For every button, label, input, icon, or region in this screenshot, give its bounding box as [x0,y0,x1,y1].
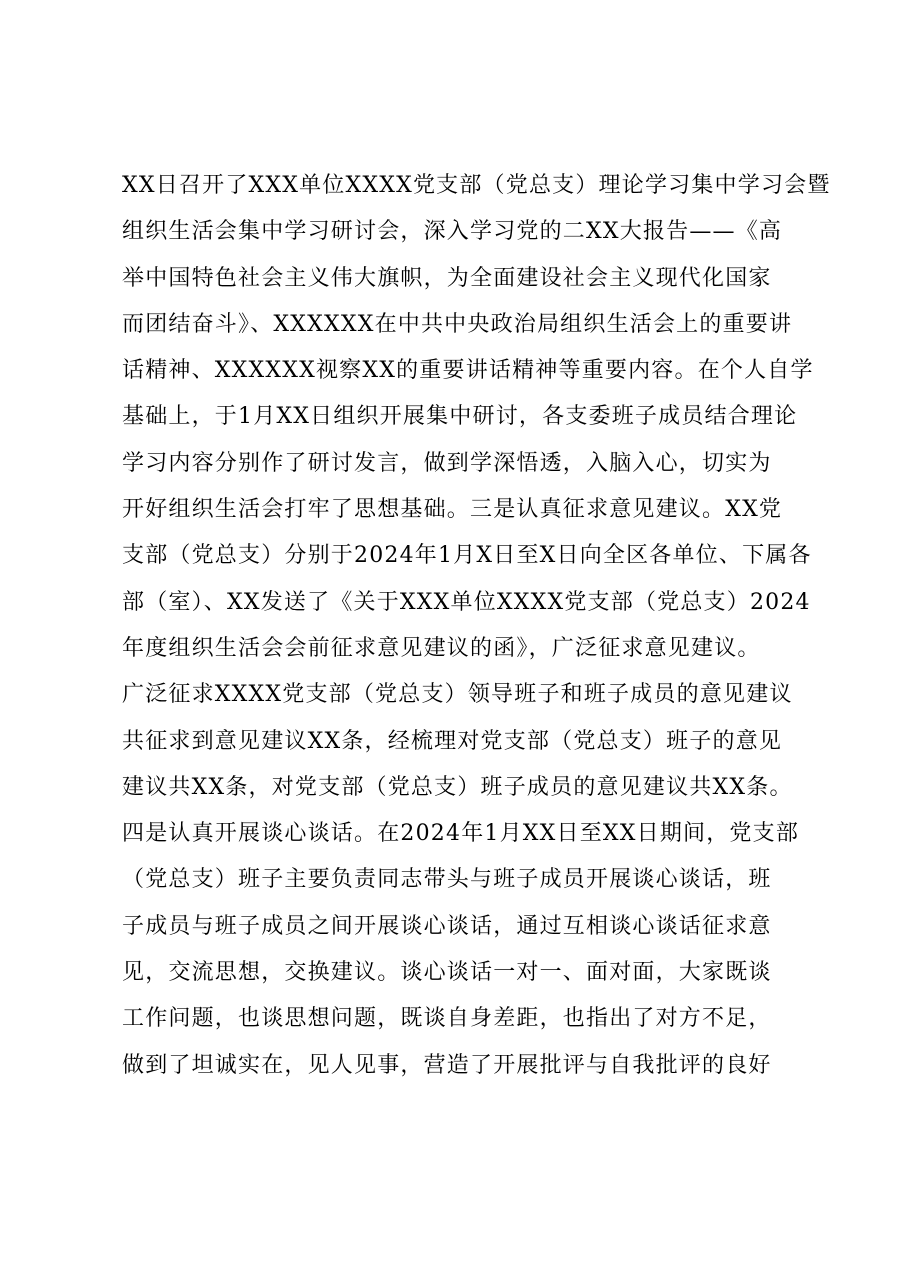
text-line-16: （党总支）班子主要负责同志带头与班子成员开展谈心谈话，班 [122,867,772,893]
text-line-8: 开好组织生活会打牢了思想基础。三是认真征求意见建议。XX党 [122,497,783,523]
text-line-17: 子成员与班子成员之间开展谈心谈话，通过互相谈心谈话征求意 [122,913,772,939]
text-line-6: 基础上，于1月XX日组织开展集中研讨，各支委班子成员结合理论 [122,404,798,430]
text-line-2: 组织生活会集中学习研讨会，深入学习党的二XX大报告——《高 [122,219,783,245]
text-line-19: 工作问题，也谈思想问题，既谈自身差距，也指出了对方不足， [122,1006,772,1032]
text-line-1: XX日召开了XXX单位XXXX党支部（党总支）理论学习集中学习会暨 [122,173,831,198]
text-line-13: 共征求到意见建议XX条，经梳理对党支部（党总支）班子的意见 [122,728,783,754]
text-line-20: 做到了坦诚实在，见人见事，营造了开展批评与自我批评的良好 [122,1052,772,1078]
body-paragraph [122,163,831,1089]
text-line-4: 而团结奋斗》、XXXXXX在中共中央政治局组织生活会上的重要讲 [122,311,793,337]
text-line-15: 四是认真开展谈心谈话。在2024年1月XX日至XX日期间，党支部 [122,821,800,847]
text-line-3: 举中国特色社会主义伟大旗帜，为全面建设社会主义现代化国家 [122,265,772,291]
text-line-7: 学习内容分别作了研讨发言，做到学深悟透，入脑入心，切实为 [122,450,772,476]
text-line-5: 话精神、XXXXXX视察XX的重要讲话精神等重要内容。在个人自学 [122,358,814,384]
text-line-9: 支部（党总支）分别于2024年1月X日至X日向全区各单位、下属各 [122,543,812,569]
text-line-18: 见，交流思想，交换建议。谈心谈话一对一、面对面，大家既谈 [122,960,772,986]
text-line-12: 广泛征求XXXX党支部（党总支）领导班子和班子成员的意见建议 [122,682,793,708]
text-line-10: 部（室）、XX发送了《关于XXX单位XXXX党支部（党总支）2024 [122,589,811,615]
text-line-14: 建议共XX条，对党支部（党总支）班子成员的意见建议共XX条。 [122,774,793,800]
text-line-11: 年度组织生活会会前征求意见建议的函》，广泛征求意见建议。 [122,635,761,661]
